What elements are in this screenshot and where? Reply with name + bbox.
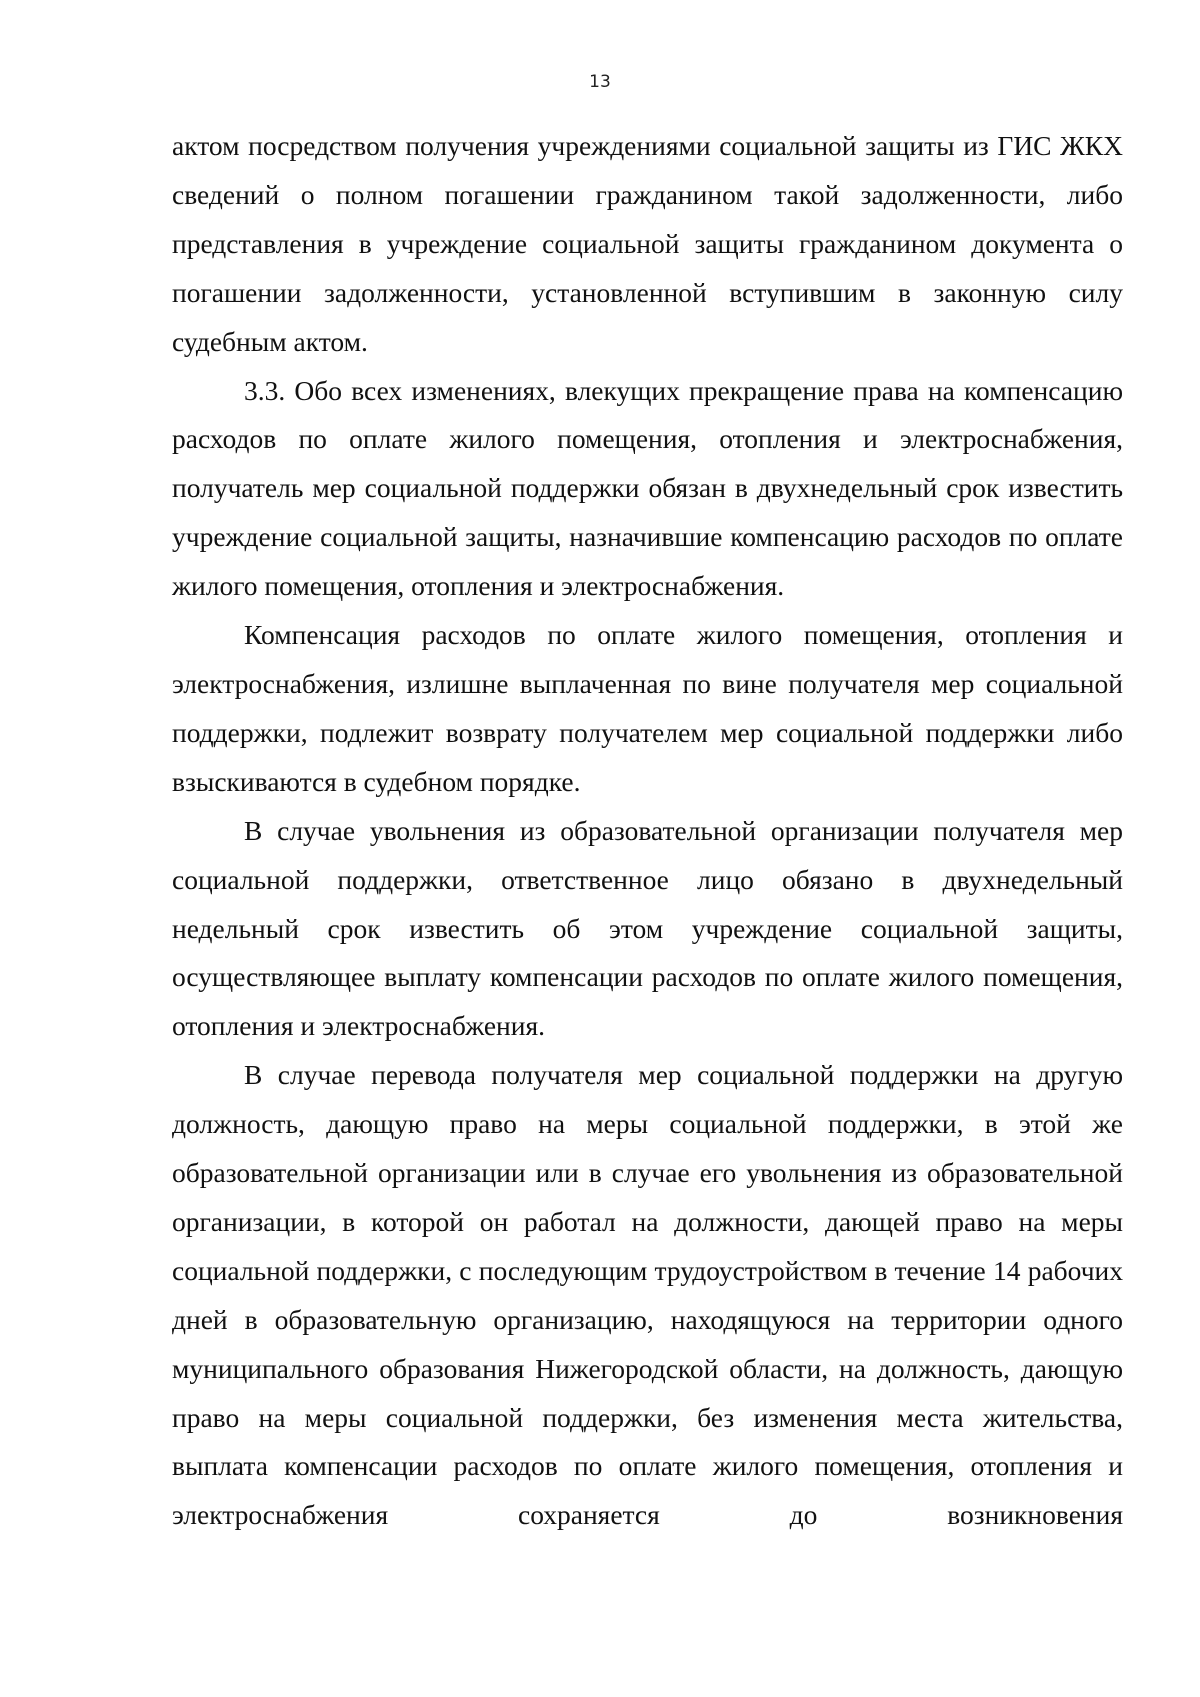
paragraph-section-3-3: 3.3. Обо всех изменениях, влекущих прекращение права на компенсацию расходов по оплате жилого помещения, отопления и электроснабжения, получатель мер социальной поддержки обязан в двухнедельный срок известить учреждение социальной защиты, назначившие компенсацию расходов по оплате жилого помещения, отопления и электроснабжения. — [172, 374, 1123, 602]
paragraph-transfer-conditions: В случае перевода получателя мер социальной поддержки на другую должность, дающую право на меры социальной поддержки, в этой же образовательной организации или в случае его увольнения из образовательной организации, в которой он работал на должности, дающей право на меры социальной поддержки, с последующим трудоустройством в течение 14 рабочих дней в образовательную организацию, находящуюся на территории одного муниципального образования Нижегородской области, на должность, дающую право на меры социальной поддержки, без изменения места жительства, выплата компенсации расходов по оплате жилого помещения, отопления и электроснабжения сохраняется до возникновения — [172, 1059, 1123, 1531]
paragraph-dismissal-notice: В случае увольнения из образовательной организации получателя мер социальной поддержки, ответственное лицо обязано в двухнедельный недельный срок известить об этом учреждение социальной защиты, осуществляющее выплату компенсации расходов по оплате жилого помещения, отопления и электроснабжения. — [172, 814, 1123, 1042]
document-body — [172, 122, 1123, 1540]
page-number: 13 — [589, 72, 611, 92]
paragraph-overpayment-refund: Компенсация расходов по оплате жилого помещения, отопления и электроснабжения, излишне выплаченная по вине получателя мер социальной поддержки, подлежит возврату получателем мер социальной поддержки либо взыскиваются в судебном порядке. — [172, 619, 1123, 797]
paragraph-continuation: актом посредством получения учреждениями социальной защиты из ГИС ЖКХ сведений о полном погашении гражданином такой задолженности, либо представления в учреждение социальной защиты гражданином документа о погашении задолженности, установленной вступившим в законную силу судебным актом. — [172, 130, 1123, 357]
